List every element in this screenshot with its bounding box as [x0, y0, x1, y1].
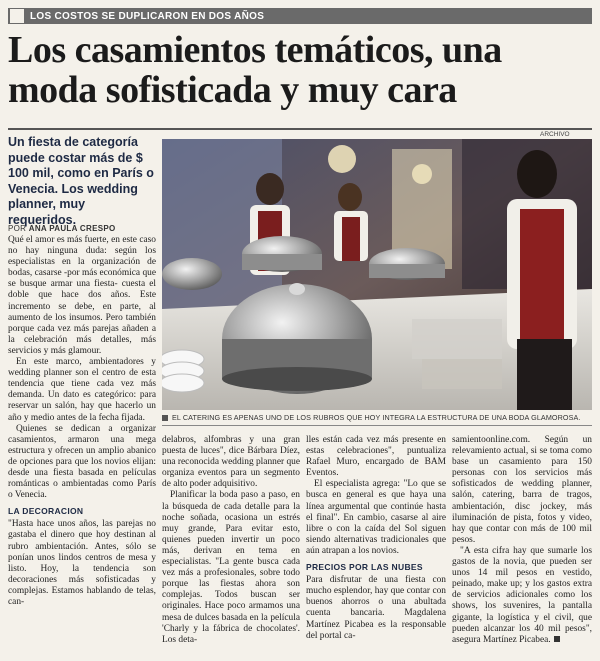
- byline-prefix: POR: [8, 224, 27, 233]
- deck-summary: Un fiesta de categoría puede costar más de $ 100 mil, como en París o Venecia. Los wedding planner, muy requeridos.: [8, 135, 154, 227]
- divider-rule: [8, 128, 592, 130]
- caption-marker: [162, 415, 168, 421]
- paragraph: El especialista agrega: "Lo que se busca en general es que haya una línea argumental que continúe hasta el final". En cambio, casarse al aire libre o con la caída del Sol siguen siendo alternativas tradicionales que aún atrapan a los novios.: [306, 479, 446, 556]
- article-column-1: [8, 235, 156, 608]
- article-column-4: [452, 435, 592, 646]
- headline: [8, 30, 592, 110]
- photo-credit: ARCHIVO: [540, 131, 570, 138]
- article-column-3: [306, 435, 446, 642]
- headline-line-2: moda sofisticada y muy cara: [8, 69, 457, 111]
- kicker-text: LOS COSTOS SE DUPLICARON EN DOS AÑOS: [30, 10, 265, 22]
- catering-photo: [162, 139, 592, 410]
- paragraph: lles están cada vez más presente en estas celebraciones", puntualiza Rafael Muro, encargado de BAM Eventos.: [306, 435, 446, 479]
- kicker-marker: [10, 9, 24, 23]
- paragraph: Qué el amor es más fuerte, en este caso no hay ninguna duda: según los especialistas en la organización de bodas, casarse -por más económica que se busque armar una fiesta- cuesta el doble que hace dos años. Este incremento se debe, en parte, al aumento de los insumos. Pero también porque cada vez más parejas añaden a la celebración más detalles, más servicios y más glamour.: [8, 235, 156, 356]
- byline: [8, 224, 156, 233]
- paragraph: En este marco, ambientadores y wedding planner son el centro de esta tendencia que tiene cada vez más demanda. Un dato es categórico: para reservar un salón, hay que hacerlo un año y medio antes de la fecha fijada.: [8, 357, 156, 423]
- paragraph: Planificar la boda paso a paso, en la búsqueda de cada detalle para la noche soñada, ocasiona un estrés muy grande, Para evitar esto, quienes pueden invertir un poco más, derivan en tema en especialistas. "La gente busca cada vez más a profesionales, sobre todo porque las fiestas ahora son complejas. Todos buscan ser originales. Hace poco armamos una mesa de dulces basada en la película 'Charly y la fábrica de chocolates'. Los deta-: [162, 490, 300, 645]
- section-kicker-bar: [8, 8, 592, 24]
- headline-line-1: Los casamientos temáticos, una: [8, 29, 502, 71]
- photo-caption: [162, 413, 592, 422]
- paragraph: "Hasta hace unos años, las parejas no gastaba el dinero que hoy destinan al rubro ambientación. Antes, sólo se ponían unos lindos centros de mesa y listo. Hoy, la tendencia son decoraciones más sofisticadas y complejas. Estamos hablando de telas, can-: [8, 519, 156, 607]
- subhead-precios: PRECIOS POR LAS NUBES: [306, 562, 423, 573]
- caption-divider: [162, 425, 592, 426]
- end-of-article-mark: [554, 636, 560, 642]
- subhead-decoracion: LA DECORACION: [8, 506, 84, 517]
- paragraph: [452, 546, 592, 646]
- byline-author: ANA PAULA CRESPO: [28, 224, 116, 233]
- caption-text: EL CATERING ES APENAS UNO DE LOS RUBROS QUE HOY INTEGRA LA ESTRUCTURA DE UNA BODA GLAMOROSA.: [172, 413, 581, 422]
- paragraph: samientoonline.com. Según un relevamiento actual, si se toma como base un casamiento para 150 personas con los servicios más sofisticados de wedding planner, salón, catering, barra de tragos, ambientación, disc jockey, más iluminación de pista, fotos y video, hay que contar con más de 100 mil pesos.: [452, 435, 592, 545]
- paragraph: Quienes se dedican a organizar casamientos, armaron una mega estructura y ofrecen un amplio abanico de opciones para que los novios elijan: desde una fiesta basada en películas románticas o ambientadas como París o Venecia.: [8, 423, 156, 501]
- paragraph: delabros, alfombras y una gran puesta de luces", dice Bárbara Díez, una reconocida wedding planner que organiza eventos para un segmento de alto poder adquisitivo.: [162, 435, 300, 490]
- paragraph: Para disfrutar de una fiesta con mucho esplendor, hay que contar con buenos ahorros o una abultada cuenta bancaria. Magdalena Martínez Picabea es la responsable del portal ca-: [306, 575, 446, 641]
- closing-paragraph-text: "A esta cifra hay que sumarle los gastos de la novia, que pueden ser unos 14 mil pesos en vestido, peinado, make up; y los gastos extra de servicios adicionales como los shows, los suvenires, la pantalla gigante, la logística y el civil, que pueden alcanzar los 40 mil pesos", asegura Martínez Picabea.: [452, 545, 592, 645]
- article-column-2: [162, 435, 300, 646]
- catering-photo-illustration: [162, 139, 592, 410]
